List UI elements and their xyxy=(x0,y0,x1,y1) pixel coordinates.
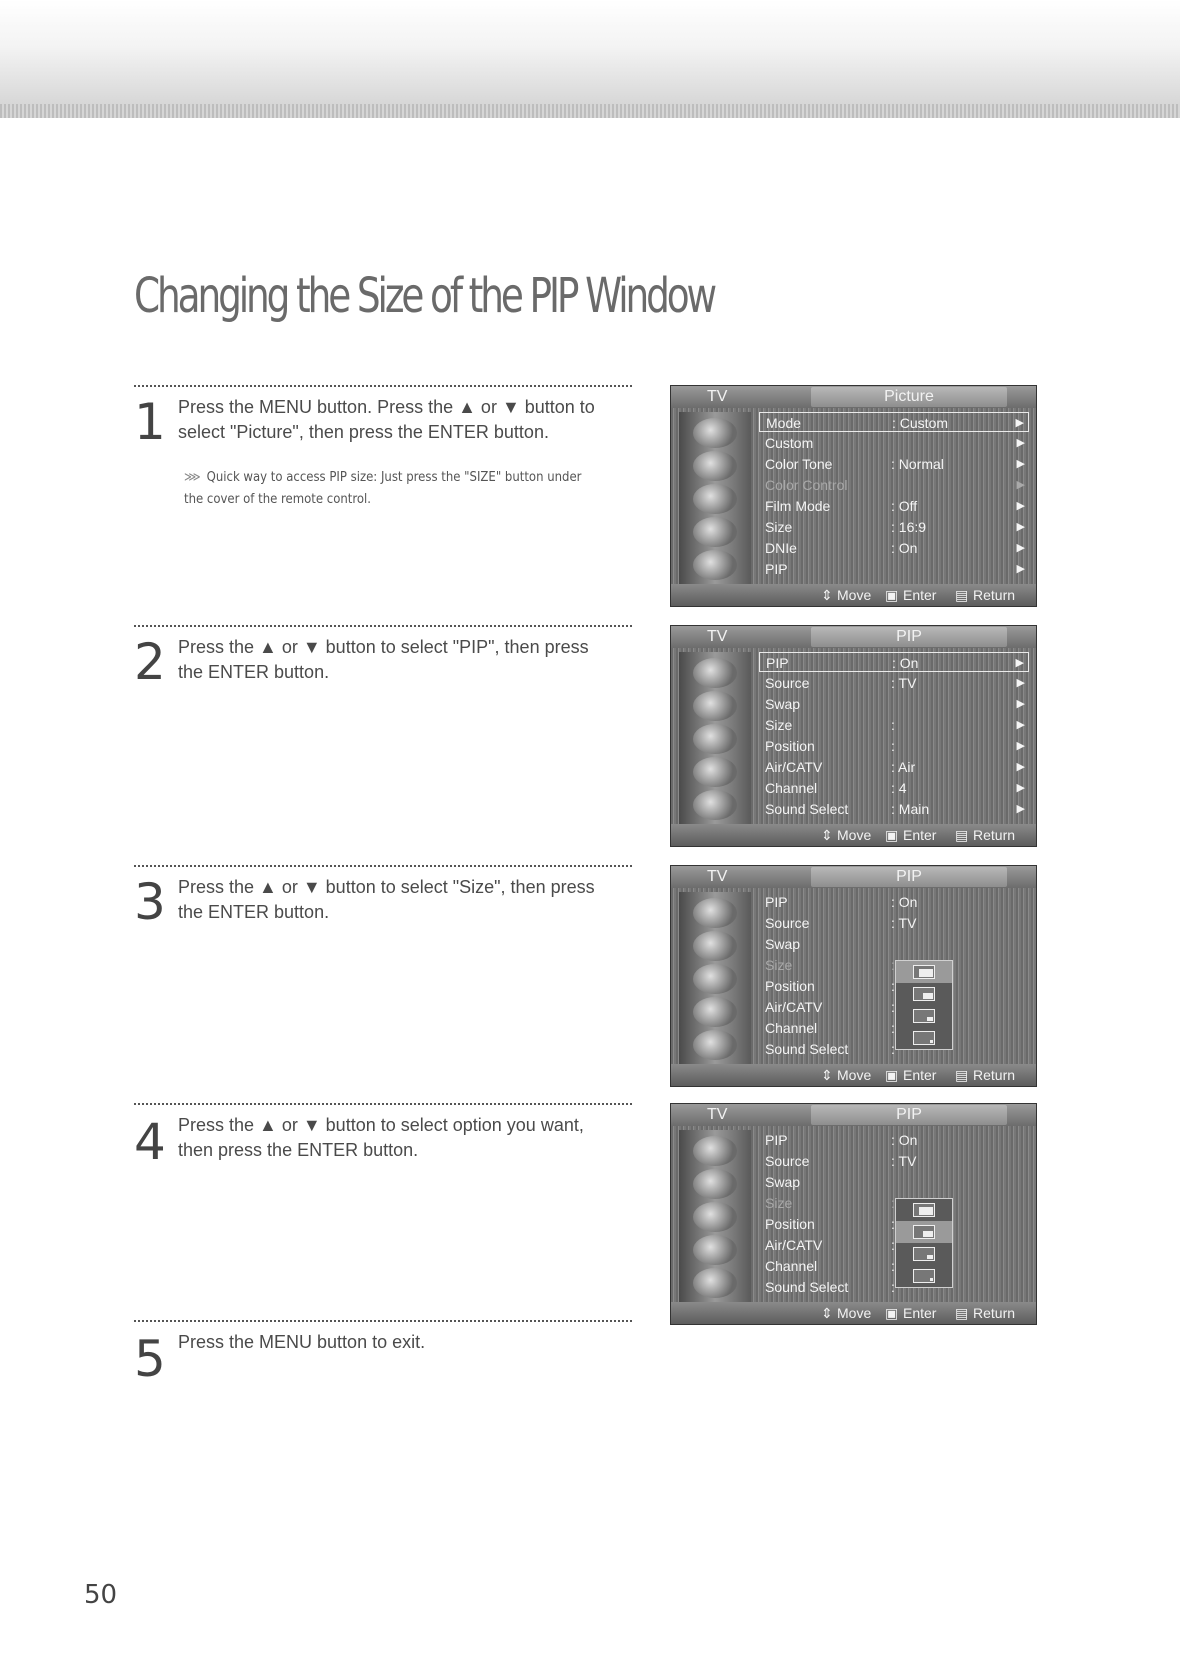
osd-screen-3 xyxy=(670,865,1037,1087)
step-number: 5 xyxy=(134,1330,166,1388)
osd-menu-item[interactable] xyxy=(759,1214,1029,1234)
return-icon: ▤ xyxy=(955,827,969,843)
osd-item-label: Channel xyxy=(765,1020,818,1036)
osd-item-value: : xyxy=(891,1237,895,1253)
footer-move-label: Move xyxy=(837,1067,872,1083)
osd-item-value: : xyxy=(891,1020,895,1036)
pip-size-option[interactable] xyxy=(896,983,952,1005)
menu-category-icon xyxy=(693,1235,737,1265)
osd-menu-item[interactable] xyxy=(759,736,1029,756)
osd-header xyxy=(671,626,1036,648)
footer-enter-label: Enter xyxy=(903,587,937,603)
osd-item-value: : On xyxy=(892,655,919,671)
footer-move-label: Move xyxy=(837,827,872,843)
osd-item-label: Custom xyxy=(765,435,814,451)
footer-enter-label: Enter xyxy=(903,1305,937,1321)
enter-icon: ▣ xyxy=(885,827,899,843)
menu-category-icon xyxy=(693,1030,737,1060)
right-arrow-icon: ▶ xyxy=(1016,542,1025,554)
osd-item-label: PIP xyxy=(766,655,789,671)
footer-move-label: Move xyxy=(837,1305,872,1321)
osd-item-label: Size xyxy=(765,717,793,733)
menu-category-icon xyxy=(693,1268,737,1298)
enter-icon: ▣ xyxy=(885,1067,899,1083)
osd-menu-item[interactable] xyxy=(759,538,1029,558)
osd-menu-item[interactable] xyxy=(759,892,1029,912)
osd-item-value: : Custom xyxy=(892,415,949,431)
right-arrow-icon: ▶ xyxy=(1016,437,1025,449)
pip-size-option[interactable] xyxy=(896,1221,952,1243)
header-band xyxy=(0,0,1180,118)
right-arrow-icon: ▶ xyxy=(1016,740,1025,752)
osd-item-label: Mode xyxy=(766,415,802,431)
osd-item-value: : 16:9 xyxy=(891,519,927,535)
osd-item-value: : TV xyxy=(891,915,917,931)
menu-category-icon xyxy=(693,898,737,928)
osd-item-label: Channel xyxy=(765,1258,818,1274)
osd-item-label: Source xyxy=(765,915,810,931)
osd-menu-item[interactable] xyxy=(759,1130,1029,1150)
osd-menu-title: Picture xyxy=(811,387,1007,407)
menu-category-icon xyxy=(693,964,737,994)
osd-item-value: : Off xyxy=(891,498,918,514)
osd-item-label: Size xyxy=(765,519,793,535)
menu-category-icon xyxy=(693,931,737,961)
osd-item-value: : Normal xyxy=(891,456,944,472)
right-arrow-icon: ▶ xyxy=(1016,500,1025,512)
menu-category-icon xyxy=(693,1169,737,1199)
osd-item-value: : xyxy=(891,1216,895,1232)
right-arrow-icon: ▶ xyxy=(1016,521,1025,533)
step-text: Press the ▲ or ▼ button to select "Size", then press the ENTER button. xyxy=(178,877,595,922)
osd-header xyxy=(671,386,1036,408)
osd-menu-item[interactable] xyxy=(759,1193,1029,1213)
osd-item-value: : On xyxy=(891,1132,918,1148)
page-number: 50 xyxy=(84,1580,118,1610)
right-arrow-icon: ▶ xyxy=(1016,803,1025,815)
footer-enter-label: Enter xyxy=(903,1067,937,1083)
right-arrow-icon: ▶ xyxy=(1016,782,1025,794)
osd-source-label: TV xyxy=(707,868,728,885)
right-arrow-icon: ▶ xyxy=(1016,719,1025,731)
pip-size-options xyxy=(895,1198,953,1288)
osd-item-label: Film Mode xyxy=(765,498,831,514)
osd-item-label: Size xyxy=(765,957,793,973)
osd-menu-item[interactable] xyxy=(759,475,1029,495)
menu-category-icon xyxy=(693,1136,737,1166)
menu-category-icon xyxy=(693,1202,737,1232)
osd-menu-item[interactable] xyxy=(759,673,1029,693)
osd-menu-item[interactable] xyxy=(759,715,1029,735)
pip-size-option[interactable] xyxy=(896,1027,952,1049)
enter-icon: ▣ xyxy=(885,1305,899,1321)
osd-item-label: PIP xyxy=(765,894,788,910)
osd-item-label: Position xyxy=(765,1216,815,1232)
osd-menu-item[interactable] xyxy=(759,412,1029,432)
osd-menu-item[interactable] xyxy=(759,652,1029,672)
osd-item-label: DNIe xyxy=(765,540,797,556)
osd-sidebar xyxy=(679,652,751,824)
osd-menu-item[interactable] xyxy=(759,934,1029,954)
osd-menu-item[interactable] xyxy=(759,517,1029,537)
osd-menu-item[interactable] xyxy=(759,1277,1029,1297)
osd-footer xyxy=(671,584,1036,606)
pip-size-icon xyxy=(913,1203,935,1217)
menu-category-icon xyxy=(693,451,737,481)
osd-item-label: PIP xyxy=(765,561,788,577)
osd-item-label: Swap xyxy=(765,936,801,952)
pip-size-option[interactable] xyxy=(896,961,952,983)
return-icon: ▤ xyxy=(955,587,969,603)
note-text: Quick way to access PIP size: Just press the "SIZE" button under the cover of the remote control. xyxy=(184,470,582,507)
move-icon: ⇕ xyxy=(821,827,833,843)
right-arrow-icon: ▶ xyxy=(1016,479,1025,491)
step-text: Press the MENU button. Press the ▲ or ▼ button to select "Picture", then press the ENTER button. xyxy=(178,397,595,442)
pip-size-option[interactable] xyxy=(896,1265,952,1287)
step-number: 2 xyxy=(134,633,166,691)
pip-size-option[interactable] xyxy=(896,1243,952,1265)
osd-item-label: Position xyxy=(765,978,815,994)
osd-header xyxy=(671,1104,1036,1126)
osd-item-label: Source xyxy=(765,1153,810,1169)
move-icon: ⇕ xyxy=(821,1305,833,1321)
osd-menu-item[interactable] xyxy=(759,1256,1029,1276)
osd-item-label: Air/CATV xyxy=(765,999,823,1015)
osd-source-label: TV xyxy=(707,1106,728,1123)
osd-screen-4 xyxy=(670,1103,1037,1325)
osd-sidebar xyxy=(679,892,751,1064)
footer-move-label: Move xyxy=(837,587,872,603)
menu-category-icon xyxy=(693,484,737,514)
osd-menu-item[interactable] xyxy=(759,799,1029,819)
osd-item-label: Sound Select xyxy=(765,801,849,817)
osd-menu-item[interactable] xyxy=(759,913,1029,933)
osd-item-label: Color Control xyxy=(765,477,848,493)
note-arrow-icon: ⋙ xyxy=(184,470,201,485)
osd-header xyxy=(671,866,1036,888)
osd-menu-item[interactable] xyxy=(759,1039,1029,1059)
osd-item-label: Color Tone xyxy=(765,456,833,472)
menu-category-icon xyxy=(693,418,737,448)
osd-item-value: : Air xyxy=(891,759,916,775)
osd-item-label: Swap xyxy=(765,696,801,712)
osd-menu-title: PIP xyxy=(811,627,1007,647)
osd-menu-item[interactable] xyxy=(759,778,1029,798)
osd-item-value: : xyxy=(891,999,895,1015)
osd-item-label: Air/CATV xyxy=(765,1237,823,1253)
osd-item-value: : xyxy=(891,957,895,973)
osd-screen-1 xyxy=(670,385,1037,607)
pip-size-icon xyxy=(913,1247,935,1261)
right-arrow-icon: ▶ xyxy=(1016,563,1025,575)
pip-size-icon xyxy=(913,1009,935,1023)
osd-item-label: Channel xyxy=(765,780,818,796)
osd-menu-item[interactable] xyxy=(759,1151,1029,1171)
osd-footer xyxy=(671,1302,1036,1324)
footer-return-label: Return xyxy=(973,827,1016,843)
osd-item-value: : On xyxy=(891,894,918,910)
page-title: Changing the Size of the PIP Window xyxy=(134,268,715,324)
osd-item-label: PIP xyxy=(765,1132,788,1148)
osd-item-label: Sound Select xyxy=(765,1041,849,1057)
osd-source-label: TV xyxy=(707,628,728,645)
osd-item-value: : xyxy=(891,1258,895,1274)
osd-item-label: Swap xyxy=(765,1174,801,1190)
step-2 xyxy=(134,625,632,827)
move-icon: ⇕ xyxy=(821,1067,833,1083)
osd-menu-item[interactable] xyxy=(759,1235,1029,1255)
osd-menu-item[interactable] xyxy=(759,454,1029,474)
step-text: Press the ▲ or ▼ button to select "PIP", then press the ENTER button. xyxy=(178,637,589,682)
osd-menu-item[interactable] xyxy=(759,559,1029,579)
step-number: 3 xyxy=(134,873,166,931)
right-arrow-icon: ▶ xyxy=(1016,698,1025,710)
menu-category-icon xyxy=(693,997,737,1027)
step-number: 1 xyxy=(134,393,166,451)
enter-icon: ▣ xyxy=(885,587,899,603)
menu-category-icon xyxy=(693,658,737,688)
osd-item-value: : On xyxy=(891,540,918,556)
osd-item-label: Source xyxy=(765,675,810,691)
step-4 xyxy=(134,1103,632,1305)
menu-category-icon xyxy=(693,517,737,547)
pip-size-option[interactable] xyxy=(896,1199,952,1221)
pip-size-option[interactable] xyxy=(896,1005,952,1027)
footer-return-label: Return xyxy=(973,1067,1016,1083)
right-arrow-icon: ▶ xyxy=(1016,677,1025,689)
step-1 xyxy=(134,385,632,607)
right-arrow-icon: ▶ xyxy=(1015,417,1024,429)
menu-category-icon xyxy=(693,790,737,820)
step-number: 4 xyxy=(134,1113,166,1171)
osd-menu-title: PIP xyxy=(811,867,1007,887)
right-arrow-icon: ▶ xyxy=(1015,657,1024,669)
osd-item-value: : xyxy=(891,978,895,994)
osd-item-value: : xyxy=(891,717,895,733)
osd-menu-item[interactable] xyxy=(759,1172,1029,1192)
menu-category-icon xyxy=(693,550,737,580)
pip-size-icon xyxy=(913,1031,935,1045)
osd-item-value: : TV xyxy=(891,1153,917,1169)
right-arrow-icon: ▶ xyxy=(1016,761,1025,773)
osd-sidebar xyxy=(679,412,751,584)
osd-item-value: : xyxy=(891,1041,895,1057)
right-arrow-icon: ▶ xyxy=(1016,458,1025,470)
footer-return-label: Return xyxy=(973,1305,1016,1321)
osd-menu-item[interactable] xyxy=(759,433,1029,453)
osd-menu-item[interactable] xyxy=(759,694,1029,714)
footer-enter-label: Enter xyxy=(903,827,937,843)
osd-item-label: Position xyxy=(765,738,815,754)
step-text: Press the ▲ or ▼ button to select option you want, then press the ENTER button. xyxy=(178,1115,584,1160)
osd-source-label: TV xyxy=(707,388,728,405)
return-icon: ▤ xyxy=(955,1067,969,1083)
pip-size-icon xyxy=(913,1225,935,1239)
osd-item-value: : xyxy=(891,738,895,754)
osd-item-value: : xyxy=(891,1195,895,1211)
pip-size-options xyxy=(895,960,953,1050)
osd-menu-title: PIP xyxy=(811,1105,1007,1125)
step-3 xyxy=(134,865,632,1067)
osd-item-value: : xyxy=(891,1279,895,1295)
osd-menu-item[interactable] xyxy=(759,757,1029,777)
step-text: Press the MENU button to exit. xyxy=(178,1332,426,1352)
osd-item-value: : TV xyxy=(891,675,917,691)
menu-category-icon xyxy=(693,691,737,721)
osd-item-value: : Main xyxy=(891,801,930,817)
osd-menu-item[interactable] xyxy=(759,496,1029,516)
pip-size-icon xyxy=(913,965,935,979)
osd-item-label: Size xyxy=(765,1195,793,1211)
osd-menu-item[interactable] xyxy=(759,976,1029,996)
menu-category-icon xyxy=(693,724,737,754)
step-5 xyxy=(134,1320,632,1402)
osd-item-label: Sound Select xyxy=(765,1279,849,1295)
osd-sidebar xyxy=(679,1130,751,1302)
menu-category-icon xyxy=(693,757,737,787)
osd-menu-item[interactable] xyxy=(759,955,1029,975)
move-icon: ⇕ xyxy=(821,587,833,603)
osd-menu-item[interactable] xyxy=(759,1018,1029,1038)
osd-screen-2 xyxy=(670,625,1037,847)
osd-item-value: : 4 xyxy=(891,780,907,796)
pip-size-icon xyxy=(913,987,935,1001)
osd-footer xyxy=(671,1064,1036,1086)
step-note xyxy=(184,467,604,511)
pip-size-icon xyxy=(913,1269,935,1283)
osd-item-label: Air/CATV xyxy=(765,759,823,775)
osd-menu-item[interactable] xyxy=(759,997,1029,1017)
return-icon: ▤ xyxy=(955,1305,969,1321)
osd-footer xyxy=(671,824,1036,846)
footer-return-label: Return xyxy=(973,587,1016,603)
